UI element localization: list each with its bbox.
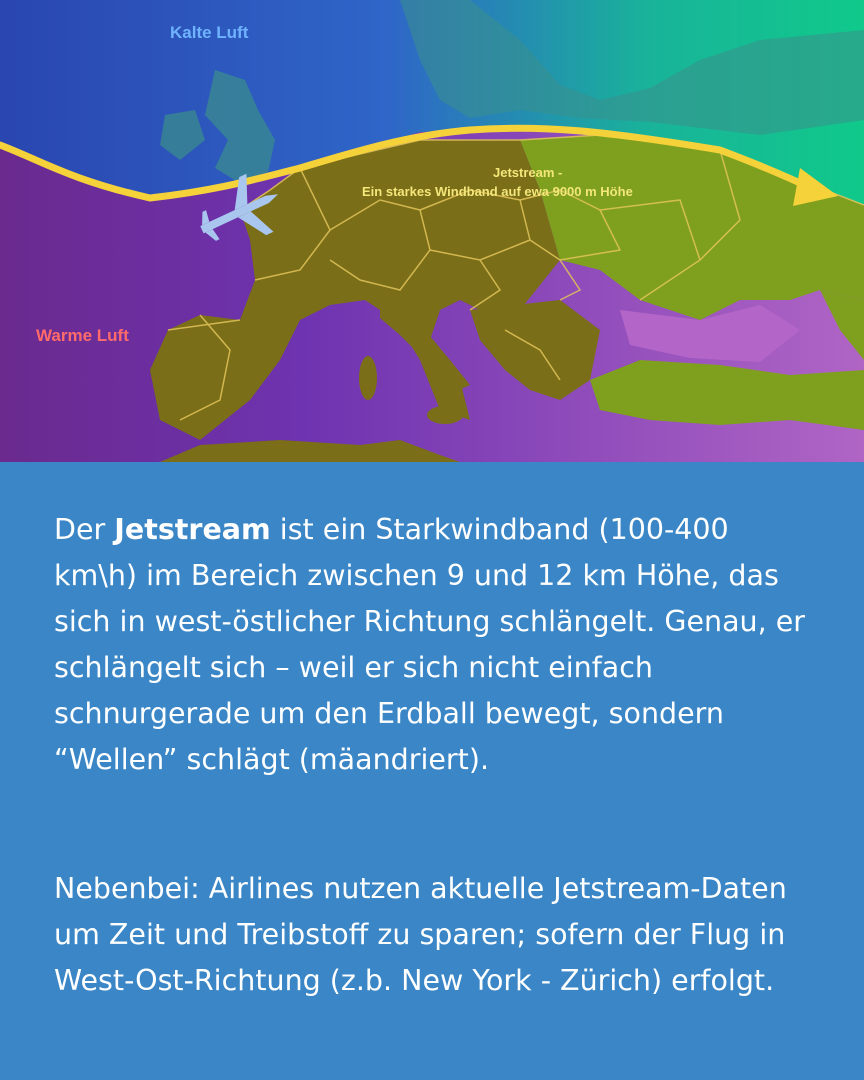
jetstream-term: Jetstream (114, 513, 271, 546)
intro-pre: Der (54, 513, 115, 546)
text-panel (0, 462, 864, 1080)
intro-post: ist ein Starkwindband (100-400 km\h) im Bereich zwischen 9 und 12 km Höhe, das sich in west-östlicher Richtung schlängelt. Genau, er schlängelt sich – weil er sich nicht einfach schnurgerade um den Erdball bewegt, sondern “Wellen” schlägt (mäandriert). (54, 513, 805, 776)
jetstream-map (0, 0, 864, 462)
jetstream-title-label: Jetstream - (493, 165, 563, 180)
intro-paragraph (54, 507, 814, 783)
jetstream-subtitle-label: Ein starkes Windband auf ewa 9000 m Höhe (362, 184, 633, 199)
warm-air-label: Warme Luft (36, 326, 129, 345)
airlines-paragraph: Nebenbei: Airlines nutzen aktuelle Jetstream-Daten um Zeit und Treibstoff zu sparen; sofern der Flug in West-Ost-Richtung (z.b. New York - Zürich) erfolgt. (54, 872, 787, 997)
sardinia-land (359, 356, 377, 400)
sicily-land (427, 406, 463, 424)
cold-air-label: Kalte Luft (170, 23, 249, 42)
